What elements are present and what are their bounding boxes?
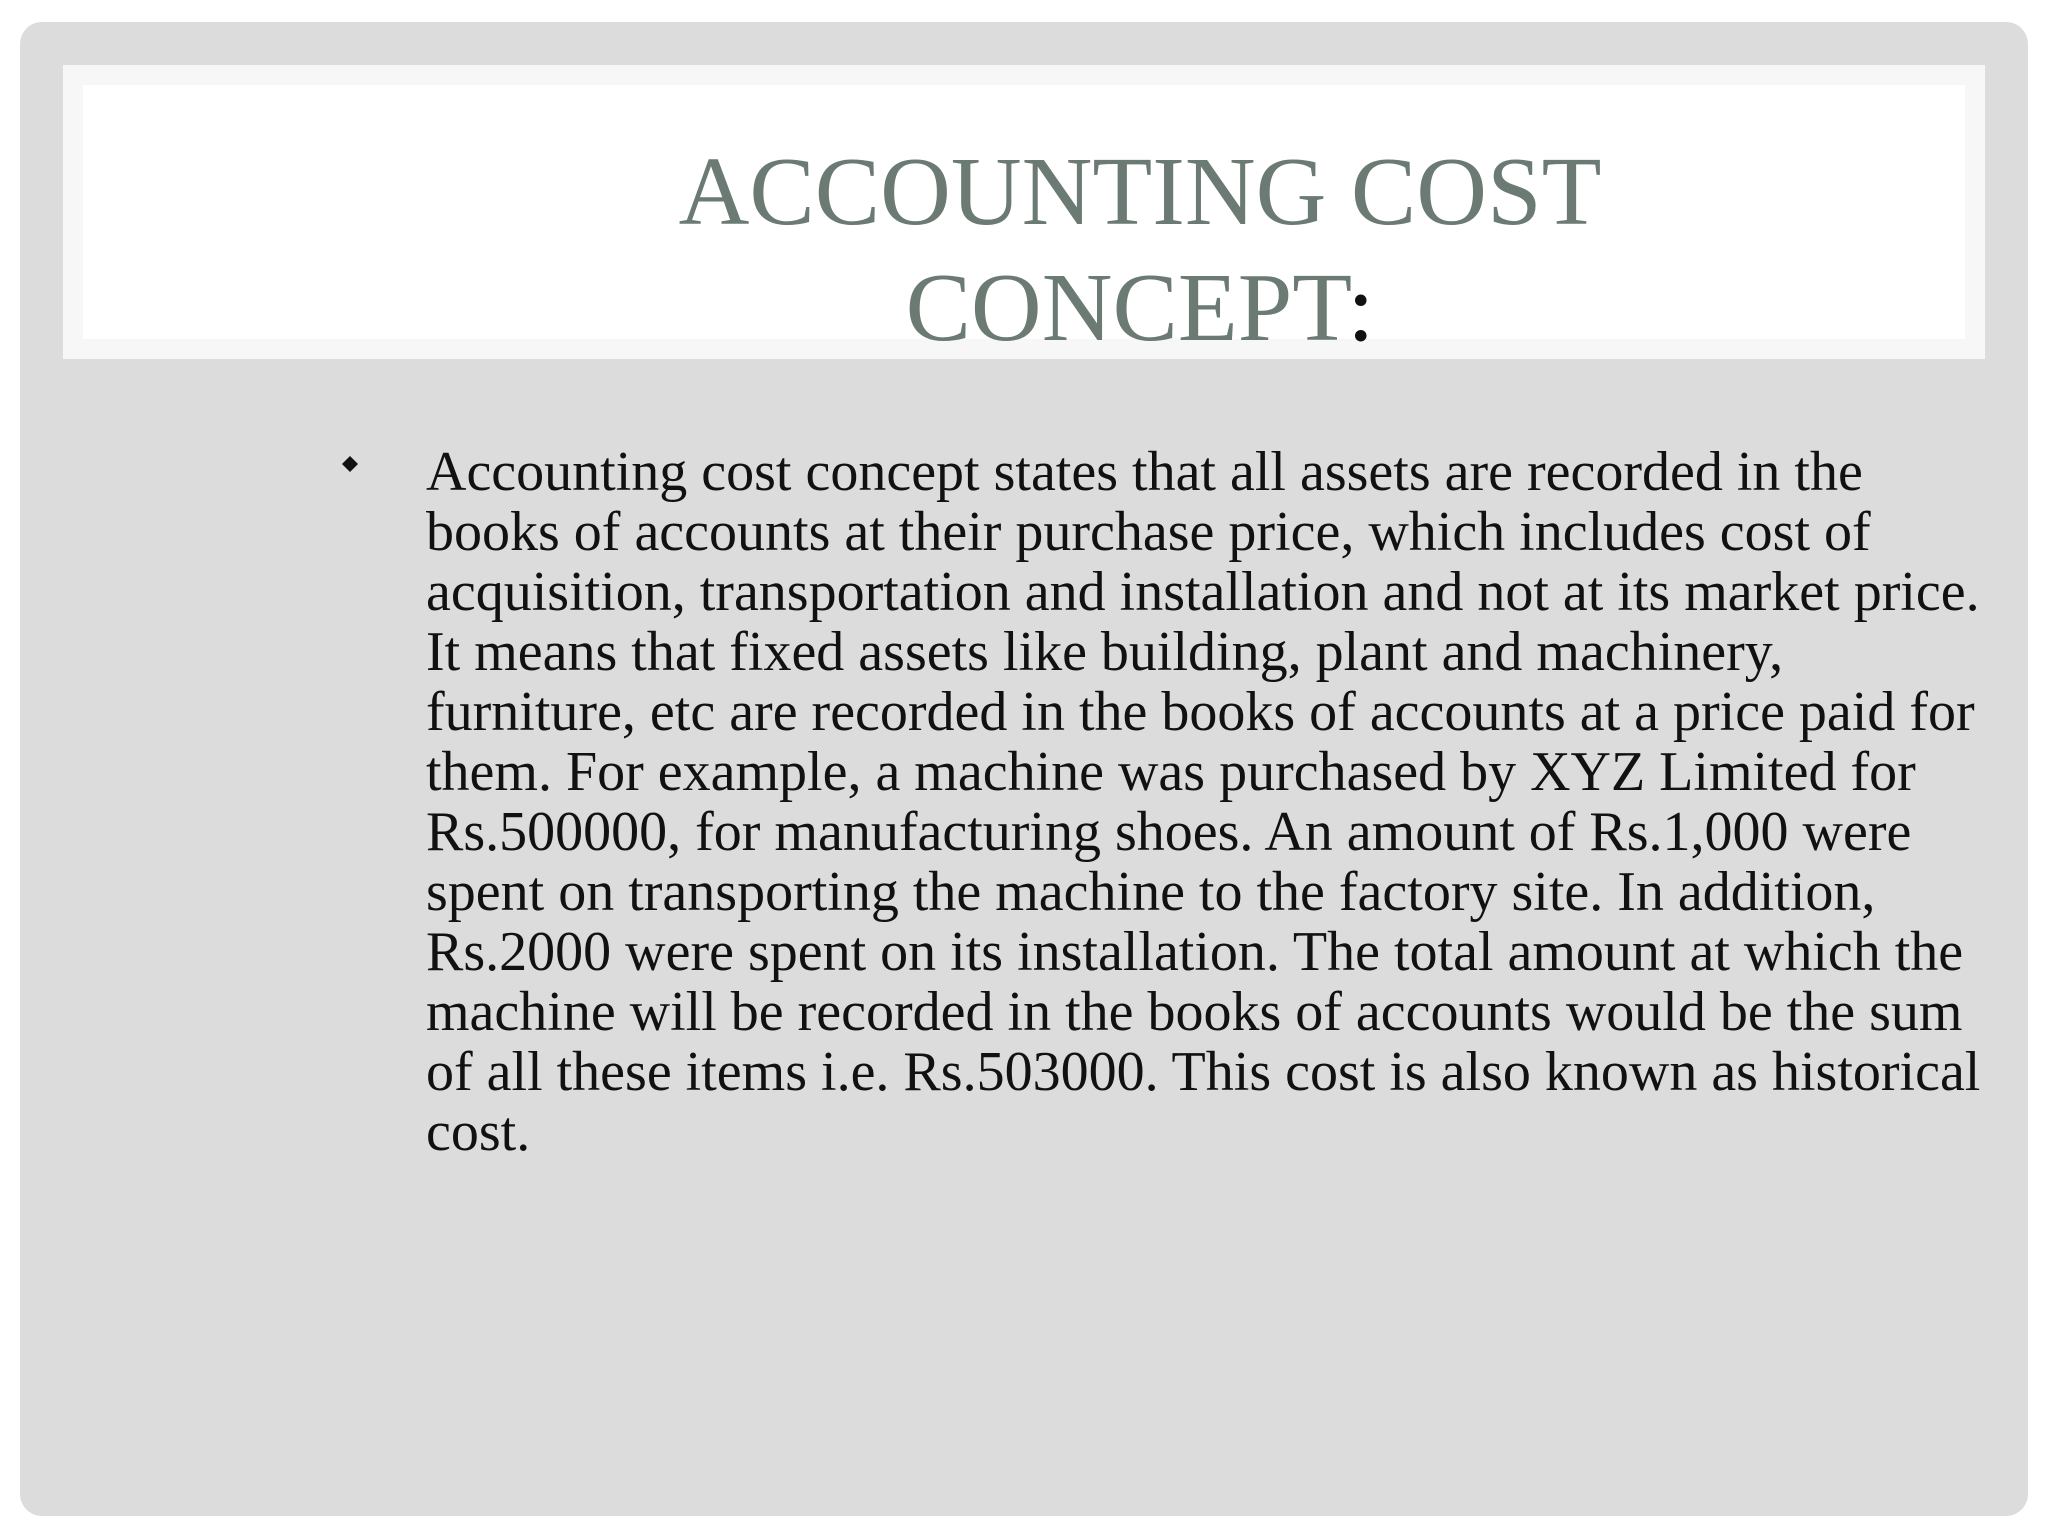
bullet-text: Accounting cost concept states that all assets are recorded in the books of accounts at their purchase price, which includes cost of acquisition, transportation and installation and not at its market price. It means that fixed assets like building, plant and machinery, furniture, etc are recorded in the books of accounts at a price paid for them. For example, a machine was purchased by XYZ Limited for Rs.500000, for manufacturing shoes. An amount of Rs.1,000 were spent on transporting the machine to the factory site. In addition, Rs.2000 were spent on its installation. The total amount at which the machine will be recorded in the books of accounts would be the sum of all these items i.e. Rs.503000. This cost is also known as historical cost. — [426, 441, 1981, 1163]
slide — [20, 22, 2028, 1516]
slide-title — [620, 134, 1660, 366]
slide-title-text: ACCOUNTING COST CONCEPT — [678, 138, 1602, 362]
slide-title-colon: : — [1347, 254, 1375, 362]
diamond-bullet-icon — [342, 456, 358, 472]
